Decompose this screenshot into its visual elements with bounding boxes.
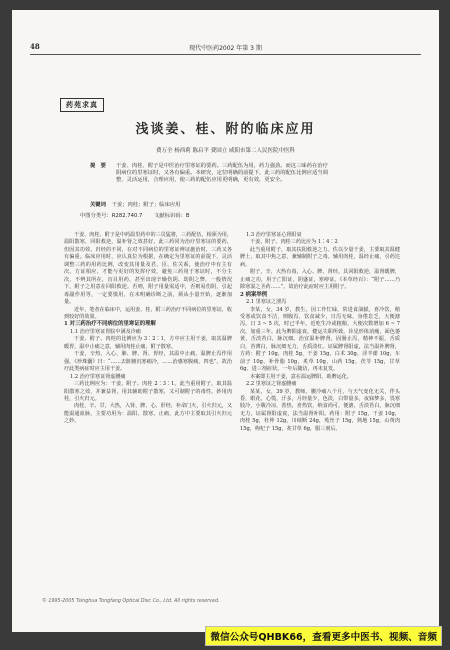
page-number: 48 [30,42,40,51]
abstract [90,163,397,185]
body-paragraph: 干姜，辛热，入心、肺、脾、肾、胃经，其温中止痛，温脾止泻作用强，《珍珠囊》曰：“……去脏腑沉寒痼冷，……治感寒腹痛，四也”。故治疗此类病症时应主用干姜。 [64,351,232,373]
abstract-line: 阴病位的里寒证时，又各有偏重。本研究，定位明确的前提下，此三药的配伍比例应适当调 [116,170,328,177]
section-heading: 1.2 治疗里寒证肾虚腰痛 [70,373,126,380]
classification [80,211,397,219]
running-header [30,40,421,55]
body-paragraph: 本案即主用干姜，意在温运脾阳，助脾运化。 [250,373,352,380]
section-heading: 1.1 治疗里寒证胃脘中满及冷痛 [70,328,141,335]
body-paragraph: 近年，笔者在临床中，运用姜、桂、附三药治疗不同病位的里寒证，收到较好的效果。 [64,306,232,320]
keywords-text: 干姜；肉桂；附子；临床应用 [111,202,181,208]
left-column [64,232,232,426]
body-paragraph: 干姜、附子、肉桂的比例应为 3∶2∶1，方中应主用干姜，取其温脾暖胃，温中止痛之意，辅用肉桂止痛，附子散寒。 [64,336,232,350]
watermark-banner: 微信公众号QHBK66，查看更多中医书、视频、音频 [205,626,442,646]
section-heading: 2.1 里寒证之泄泻 [246,299,287,306]
body-paragraph: 三药比例应为：干姜、附子、肉桂 2∶3∶1。此当重用附子，取其温阳散寒之效，并兼益肾，用其辅助附子散寒，又可制附子的毒性。妙用肉桂，引火归元。 [64,381,232,402]
abstract-line: 干姜、肉桂、附子是中医治疗里寒证的要药。三药配伍为用，药力强劲。而这三味药在治疗 [116,163,328,169]
document-code: 文献标识码：B [154,213,190,219]
keywords [90,200,397,208]
article-title: 浅谈姜、桂、附的临床应用 [135,122,316,137]
journal-page [12,10,439,632]
body-paragraph: 此当重用附子，取其扶阳救逆之力。佐以少量干姜，主要取其温健脾土，取其中焦之意，兼辅制附子之毒。辅用肉桂，温经止痛，引药达病。 [240,246,400,268]
abstract-line: 整，灵活运用，合理应用，使三药的配伍应用更明确，更有效，更安全。 [116,177,286,184]
copyright-footer: © 1995-2005 Tsinghua Tongfang Optical Disc Co., Ltd. All rights reserved. [42,599,220,604]
body-paragraph: 某某，女，39 岁，教师。腰冷痛八个月，与天气变化无关，伴头昏，眼花，心慌，汗多，月经量少，色淡，白带量多，夜寐梦多，畏寒肢冷，小腹冷凉，善热，喜热饮，纳食尚可，便溏，舌淡苔白，脉沉细无力，证属肾阳虚衰，法当温肾补阳。药用：附子 15g，干姜 10g，肉桂 5g，杜仲 12g，川续断 24g，菟丝子 15g，熟地 15g，山萸肉 15g，枸杞子 15g，炙甘草 6g，服三剂后。 [240,388,400,432]
clc-number: 中图分类号：R282.740.7 [80,213,143,219]
body-paragraph: 附子，辛，大热有毒，入心、脾、肾经。具回阳救逆，温肾暖脾，止痛之功，用于亡阳证，阴盛证，寒痹证。《本草经百》：“附子……乃除寒湿之圣药……”。故治疗此症时应主用附子。 [240,269,400,291]
body-paragraph: 李某，女，34 岁，教生。因工作忙碌，常进食油腻，喜冷饮，稍受寒或饮食不洁，则腹泻，饮食减少，日泻无味，身倦怠乏，大便溏泻，日 3 ~ 5 次，时已半年。近吃生冷或粗粮，大便次数增加 6 ~ 7 次，加重三年。此为脾阳虚衰，健运失职所致。诊见形体消瘦，面色萎黄，舌淡苔白，脉沉细。治宜温补脾肾，固肠止泻，精神不振，舌质白，苔薄白，脉沉细无力，舌质淡红。证属脾肾阳虚，法当温补脾肾，方药：附子 10g，肉桂 5g，干姜 15g，白术 30g，淫羊藿 10g，车前子 10g，补骨脂 10g，炙草 10g，山药 15g，茯苓 15g，甘草 6g。进三剂症状，一年后随访，再未复发。 [240,306,400,373]
section-heading: 2.2 里寒证之肾虚腰痛 [246,381,297,388]
body-paragraph: 干姜、附子、肉桂三药比应为 1∶4∶2 [250,239,338,246]
section-heading: 1 对三药治疗不同病位的里寒证的理解 [64,321,156,328]
keywords-label: 关键词 [90,202,106,208]
right-column [240,232,400,433]
journal-name: 现代中医药2002 年第 3 期 [189,45,262,52]
column-tag: 药苑求真 [60,98,104,112]
section-heading: 2 病案举例 [240,291,268,298]
author-line: 费万全 杨西莉 陈启平 费国立 咸阳市第二人民医院中医科 [156,148,295,154]
body-paragraph: 肉桂，辛、甘，大热，入肾、脾、心、肝经，补命门火，引火归元，又能温通血脉，主要功用为：温阳、散寒、止痛，此方中主要取其引火归元之妙。 [64,403,232,425]
section-heading: 1.3 治疗里寒证心肾阳衰 [246,232,302,238]
abstract-label: 提 要 [90,163,106,169]
body-paragraph: 干姜、肉桂、附子是中药温里药中的三员猛将，三药配伍，相须为用，温阳散寒，回阳救逆，温补肾之效甚好。此三药同为治疗里寒证的要药，但因其功效、归经的不同，在对不同病位的里寒证辨证施治时，三药又各有偏重。临床应用时，应认真位为根据，在确定为里寒证的前提下，灵活调整三药的用药比例，改变其用量及君、臣、佐关系，使治疗中有主有次，方证相应，才能与更好的发挥疗效，避免三药用于寒证时，不分主次，不辨其所在，盲目用药，甚至出现辛燥伤阴、劫阴之弊，一般情况下，附子之用意在回阳救逆。否则，附子用量需适中，否则易伤阴，引起毒副作用等，一定要慎用，在未明确诊断之前，须从小量开始，逐渐加量。 [64,232,232,306]
